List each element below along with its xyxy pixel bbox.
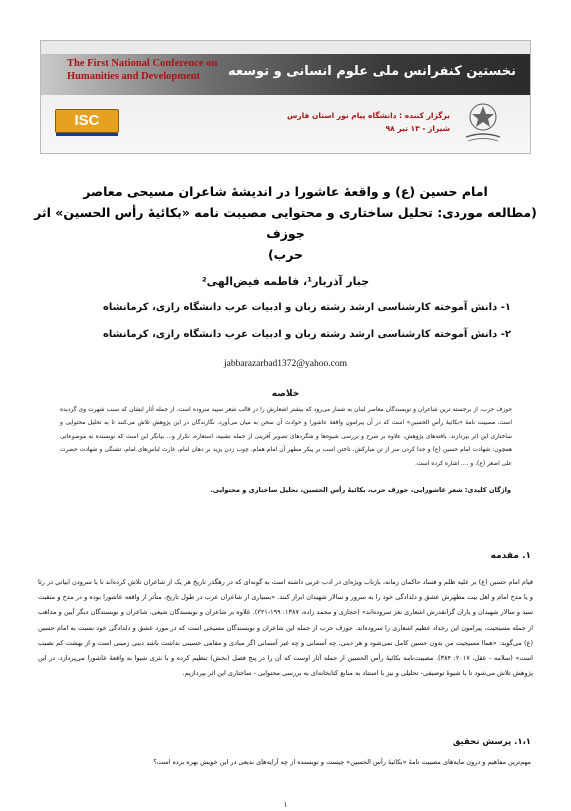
banner-organizer [287,109,450,135]
isc-logo: ISC [55,109,119,133]
affiliation-2: ۲- دانش آموخته کارشناسی ارشد رشته زبان و ادبیات عرب دانشگاه رازی، کرمانشاه [103,329,511,340]
banner-title-persian: نخستین کنفرانس ملی علوم انسانی و توسعه [228,64,516,79]
paper-title-line2: (مطالعه موردی: تحلیل ساختاری و محتوایی مصیبت نامه «بکائیۀ رأس الحسین» اثر جوزف [34,205,537,241]
section-heading-research-question: ۱،۱. پرسش تحقیق [452,737,531,747]
author-email: jabbarazarbad1372@yahoo.com [224,359,347,369]
affiliation-1: ۱- دانش آموخته کارشناسی ارشد رشته زبان و ادبیات عرب دانشگاه رازی، کرمانشاه [103,302,511,313]
page-number: ۱ [283,800,288,809]
abstract-text: جوزف حرب، از برجسته ترین شاعران و نویسندگان معاصر لبنان به شمار می‌رود که بیشتر اشعارش را در قالب شعر سپید سروده است. از جمله آثار ایشان که سبب شهرت وی گردیده است، مصیبت نامۀ «بکائیۀ رأس الحسین» است که در آن پیرامون واقعۀ عاشورا و حوادث آن سخن به میان می‌آورد. نگارندگان در این پژوهش تلاش می‌کنند تا به تحلیل محتوایی و ساختاری این اثر بپردازند. یافته‌های پژوهش، علاوه بر شرح و بررسی شیوه‌ها و شگردهای تصویر آفرینی از جمله تشبیه، استعاره، تکرار و... بیانگر این است که نویسنده به موضوعاتی همچون: شهادت امام حسین (ع) و جدا کردن سر از تن مبارکش، تاختن اسب بر پیکر مطهر آن امام همام، چوب زدن یزید بر دهان امام، غارت لباس‌های امام، تشنگی و شهادت حضرت علی اصغر (ع)، و .... اشاره کرده است. [60,407,512,467]
paper-title [30,181,541,265]
payame-noor-university-logo-icon [460,99,506,145]
paper-title-line3: حرب) [267,247,304,262]
conference-banner [40,40,531,154]
keywords: واژگان کلیدی: شعر عاشورایی، جوزف حرب، بکائیۀ رأس الحسین، تحلیل ساختاری و محتوایی. [210,486,511,494]
organizer-date: شیراز - ۱۳ تیر ۹۸ [385,124,450,133]
banner-title-english-line1: The First National Conference on [67,58,218,69]
section-heading-introduction: ۱. مقدمه [490,551,531,561]
introduction-text: قیام امام حسین (ع) بر علیه ظلم و فساد حاکمان زمانه، بازتاب ویژه‌ای در ادب عربی داشته است به گونه‌ای که در رهگذر تاریخ هر یک از شاعران تلاش کرده‌اند تا با سرودن ابیاتی در رثا و یا مدح امام و اهل بیت مطهرش عشق و دلدادگی خود را به سرور و سالار شهیدان ابراز کنند. «بسیاری از شاعران عرب در طول تاریخ، متأثر از واقعه عاشورا بوده و در مدح و منقبت سید و سالار شهیدان و یاران گرانقدرش اشعاری نغز سروده‌اند» (حجازی و محمد زاده، ۱۳۸۷: ۱۹۹-۲۲۱). علاوه بر شاعران و نویسندگان شیعی، شاعران و نویسندگان دیگر آیین و مذاهب از جمله مسیحیت، پیرامون این رخداد عظیم اشعاری را سروده‌اند. جوزف حرب از جمله این شاعران و نویسندگان مسیحی است که در مورد عشق و دلدادگی خود نسبت به امام حسین (ع) می‌گوید: «هماا مسیحیت من بدون حسین کامل نمی‌شود و هر دینی، چه آسمانی و چه غیر آسمانی اگر مبادی و مقامی حسینی نداشت باشد دینی زمینی است و از بهشت کم نصیب است» (سلامه - عقل، ۲۰۱۷: ۳۸۴). مصیبت‌نامه بکائیۀ رأس الحسین از جمله آثار اوست که آن را در پنج فصل (بخش) تنظیم کرده و با نثری شیوا به واقعۀ عاشورا می‌پردازد. در این پژوهش تلاش می‌شود تا با شیوۀ توصیفی- تحلیلی و نیز با استناد به منابع کتابخانه‌ای به بررسی محتوایی - ساختاری این اثر بپردازیم. [38,578,534,678]
paper-authors: جبار آذربار¹، فاطمه فیض‌الهی² [201,275,370,288]
banner-title-english-line2: Humanities and Development [67,71,201,82]
research-question-text: مهم‌ترین مفاهیم و درون مایه‌های مصیبت نامۀ «بکائیۀ رأس الحسین» چیست و نویسنده از چه آرایه‌های بدیعی در این خویش بهره برده است؟ [153,758,531,766]
organizer-line1: برگزار کننده : دانشگاه پیام نور استان فارس [286,111,450,120]
abstract-heading: خلاصه [271,389,300,399]
paper-title-line1: امام حسین (ع) و واقعۀ عاشورا در اندیشۀ شاعران مسیحی معاصر [83,184,488,199]
